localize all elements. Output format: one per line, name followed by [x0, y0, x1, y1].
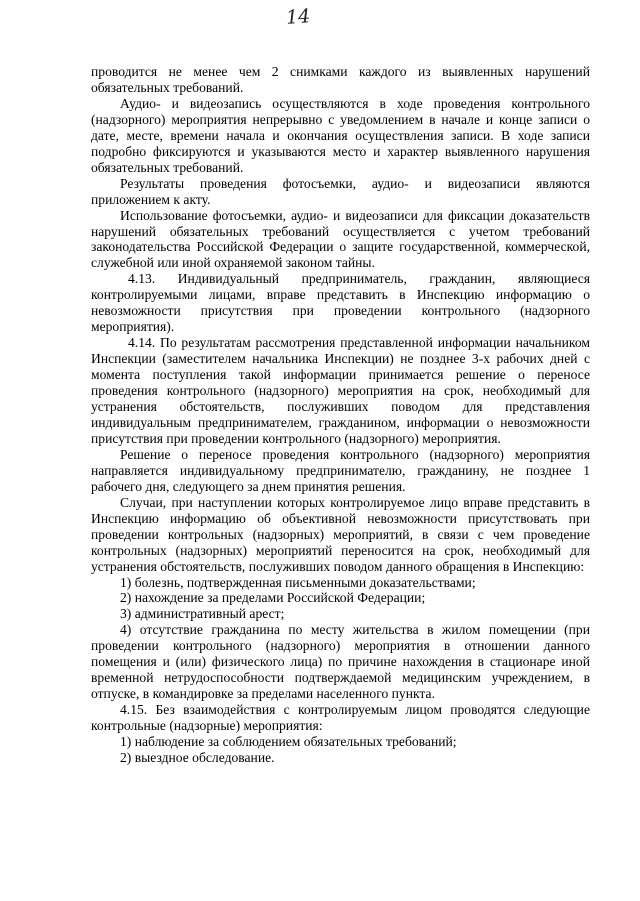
page-number: 14 [285, 5, 311, 29]
case-item-2: 2) нахождение за пределами Российской Федерации; [120, 590, 426, 606]
paragraph-usage-secrecy: Использование фотосъемки, аудио- и видеозаписи для фиксации доказательств нарушений обязательных требований осуществляется с учетом требований законодательства Российской Федерации о защите государственной, коммерческой, служебной или иной охраняемой законом тайны. [91, 207, 590, 271]
paragraph-postpone-decision: Решение о переносе проведения контрольного (надзорного) мероприятия направляется индивидуальному предпринимателю, гражданину, не позднее 1 рабочего дня, следующего за днем принятия решения. [91, 446, 590, 494]
document-body [91, 64, 590, 766]
case-item-1: 1) болезнь, подтвержденная письменными доказательствами; [120, 574, 476, 590]
paragraph-photo-count: проводится не менее чем 2 снимками каждого из выявленных нарушений обязательных требований. [91, 64, 590, 95]
paragraph-results-appendix: Результаты проведения фотосъемки, аудио- и видеозаписи являются приложением к акту. [91, 175, 590, 207]
clause-4-15: 4.15. Без взаимодействия с контролируемым лицом проводятся следующие контрольные (надзорные) мероприятия: [91, 702, 590, 734]
measure-item-2: 2) выездное обследование. [120, 749, 275, 765]
clause-4-14: 4.14. По результатам рассмотрения представленной информации начальником Инспекции (заместителем начальника Инспекции) не позднее 3-х рабочих дней с момента поступления такой информации принимается решение о переносе проведения контрольного (надзорного) мероприятия на срок, необходимый для устранения обстоятельств, послуживших поводом для представления индивидуальным предпринимателем, гражданином, информации о невозможности присутствия при проведении контрольного (надзорного) мероприятия. [91, 335, 590, 446]
paragraph-cases-intro: Случаи, при наступлении которых контролируемое лицо вправе представить в Инспекцию информацию об объективной невозможности присутствовать при проведении контрольных (надзорных) мероприятий, в связи с чем проведение контрольных (надзорных) мероприятий переносится на срок, необходимый для устранения обстоятельств, послуживших поводом данного обращения в Инспекцию: [91, 494, 590, 574]
case-item-4: 4) отсутствие гражданина по месту жительства в жилом помещении (при проведении контрольного (надзорного) мероприятия в отношении данного помещения и (или) физического лица) по причине нахождения в стационаре иной временной нетрудоспособности подтверждаемой медицинским учреждением, в отпуске, в командировке за пределами населенного пункта. [91, 622, 590, 702]
clause-4-13: 4.13. Индивидуальный предприниматель, гражданин, являющиеся контролируемыми лицами, вправе представить в Инспекцию информацию о невозможности присутствия при проведении контрольного (надзорного мероприятия). [91, 271, 590, 335]
measure-item-1: 1) наблюдение за соблюдением обязательных требований; [120, 734, 457, 750]
paragraph-audio-video: Аудио- и видеозапись осуществляются в ходе проведения контрольного (надзорного) мероприятия непрерывно с уведомлением в начале и конце записи о дате, месте, времени начала и окончания осуществления записи. В ходе записи подробно фиксируются и указываются место и характер выявленного нарушения обязательных требований. [91, 95, 590, 175]
case-item-3: 3) административный арест; [120, 606, 285, 622]
